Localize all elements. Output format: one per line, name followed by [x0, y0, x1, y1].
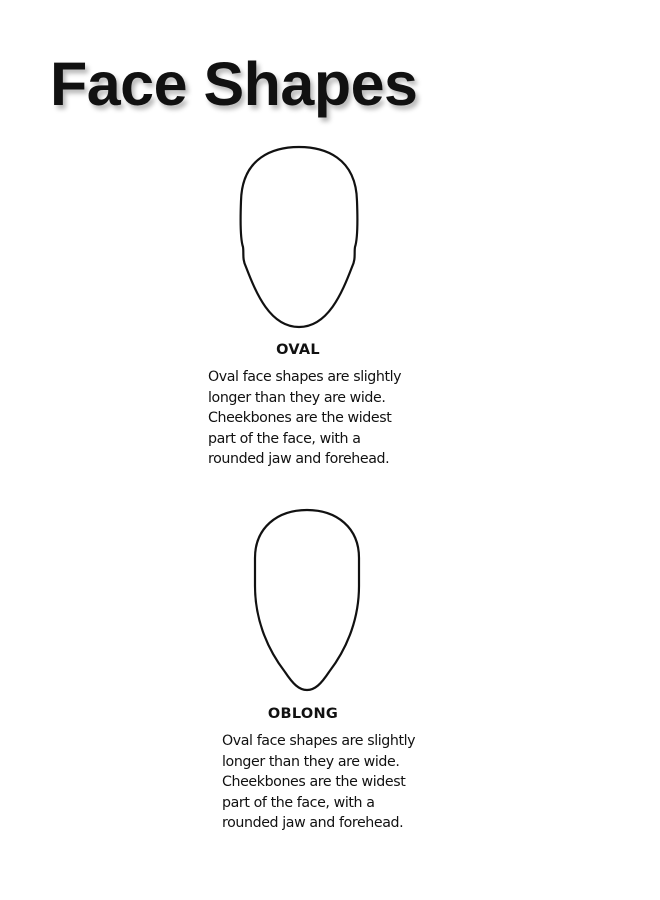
- shape-label-oval: OVAL: [276, 342, 320, 358]
- shape-label-oblong: OBLONG: [267, 706, 339, 722]
- oblong-face-icon: [249, 506, 365, 694]
- shape-description-oval: Oval face shapes are slightly longer than they are wide. Cheekbones are the widest part of the face, with a rounded jaw and forehead.: [208, 369, 402, 468]
- page-title: Face Shapes: [50, 50, 418, 118]
- shape-description-oblong: Oval face shapes are slightly longer than they are wide. Cheekbones are the widest part of the face, with a rounded jaw and forehead.: [222, 733, 416, 832]
- oval-face-icon: [236, 143, 362, 331]
